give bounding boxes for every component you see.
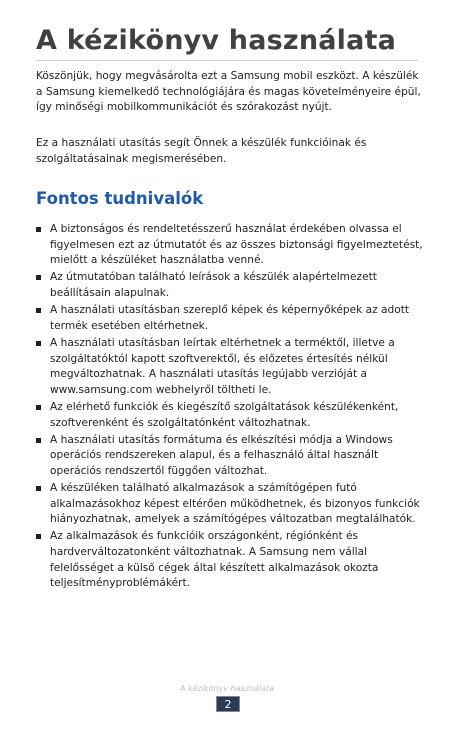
list-item xyxy=(36,336,426,398)
bullet-icon xyxy=(36,438,41,443)
list-item-text: A használati utasításban leírtak eltérhetnek a terméktől, illetve a szolgáltatóktól kapott szoftverektől, és előzetes értesítés nélkül megváltozhatnak. A használati utasítás legújabb verzióját a www.samsung.com webhelyről töltheti le. xyxy=(50,336,395,396)
bullet-icon xyxy=(36,534,41,539)
list-item-text: A használati utasításban szereplő képek és képernyőképek az adott termék esetében eltérhetnek. xyxy=(50,304,410,332)
list-item-text: Az elérhető funkciók és kiegészítő szolgáltatások készülékenként, szoftverenként és szolgáltatónként változhatnak. xyxy=(50,400,399,429)
intro-paragraph: Ez a használati utasítás segít Önnek a készülék funkcióinak és szolgáltatásainak megismerésében. xyxy=(36,137,367,165)
page-number: 2 xyxy=(216,696,240,712)
list-item-text: A biztonságos és rendeltetésszerű használat érdekében olvassa el figyelmesen ezt az útmutatót és az összes biztonsági figyelmeztetést, mielőtt a készüléket használatba venné. xyxy=(50,223,423,267)
bullet-icon xyxy=(36,486,41,491)
bullet-list xyxy=(36,222,426,593)
section-heading: Fontos tudnivalók xyxy=(36,189,204,208)
footer-label: A kézikönyv használata xyxy=(179,684,275,693)
list-item xyxy=(36,529,426,591)
list-item-text: A használati utasítás formátuma és elkészítési módja a Windows operációs rendszereken alapul, és a felhasználó által használt operációs rendszertől függően változhat. xyxy=(50,433,393,477)
list-item xyxy=(36,481,426,528)
bullet-icon xyxy=(36,227,41,232)
intro-paragraph: Köszönjük, hogy megvásárolta ezt a Samsung mobil eszközt. A készülék a Samsung kiemelkedő technológiájára és magas követelményeire épül, így minőségi mobilkommunikációt és szórakozást nyújt. xyxy=(36,70,421,114)
page-title: A kézikönyv használata xyxy=(36,25,397,56)
list-item-text: Az útmutatóban található leírások a készülék alapértelmezett beállításain alapulnak. xyxy=(50,271,377,299)
list-item xyxy=(36,303,426,334)
bullet-icon xyxy=(36,275,41,280)
bullet-icon xyxy=(36,308,41,313)
bullet-icon xyxy=(36,341,41,346)
list-item xyxy=(36,400,426,431)
list-item xyxy=(36,270,426,301)
list-item xyxy=(36,433,426,480)
title-divider xyxy=(36,60,418,61)
list-item-text: A készüléken található alkalmazások a számítógépen futó alkalmazásokhoz képest eltérően működhetnek, és bizonyos funkciók hiányozhatnak, amelyek a számítógépes változatban megtalálhatók. xyxy=(50,482,420,526)
bullet-icon xyxy=(36,405,41,410)
list-item-text: Az alkalmazások és funkcióik országonként, régiónként és hardverváltozatonként változhatnak. A Samsung nem vállal felelősséget a külső cégek által készített alkalmazások okozta teljesítményproblémákért. xyxy=(50,530,379,590)
list-item xyxy=(36,222,426,269)
